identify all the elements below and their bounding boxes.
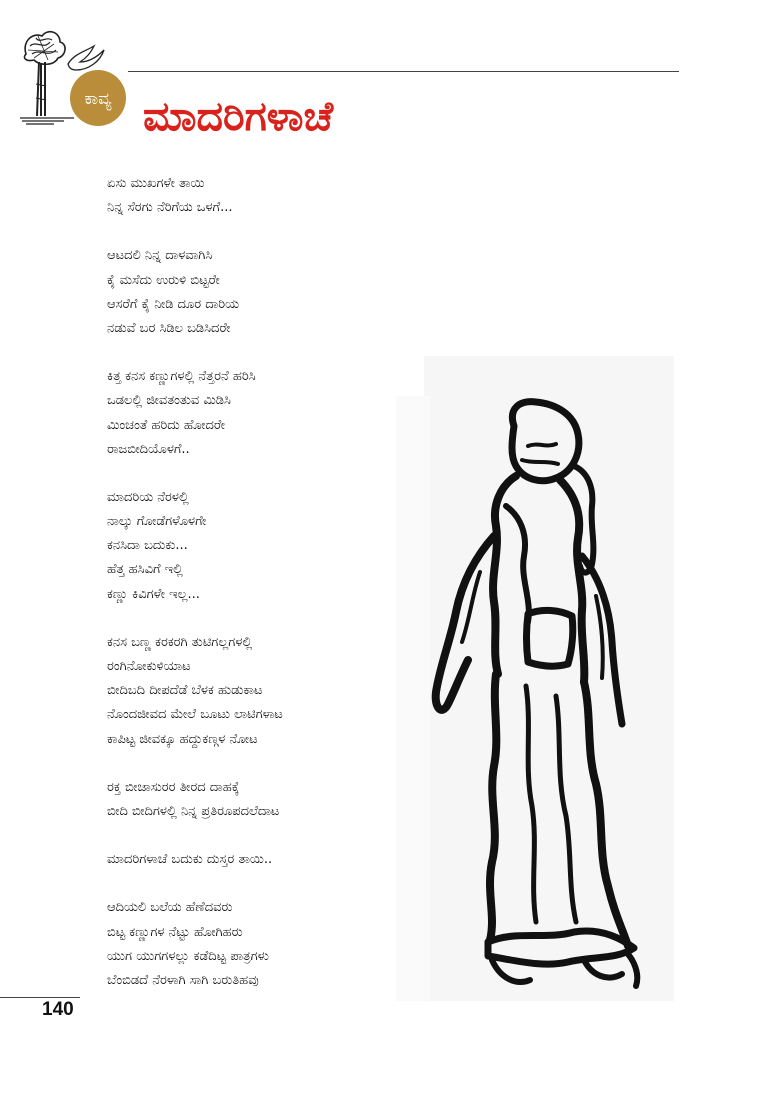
tree-and-bird-logo-icon	[14, 24, 126, 128]
logo-text: ಕಾವ್ಯ	[84, 89, 112, 109]
poem-body	[107, 172, 407, 1017]
walking-figure-illustration	[396, 356, 676, 1001]
stanza	[107, 172, 407, 220]
poem-line: ಕಿತ್ತ ಕನಸ ಕಣ್ಣುಗಳಲ್ಲಿ ನೆತ್ತರನೆ ಹರಿಸಿ	[107, 369, 256, 385]
stanza	[107, 776, 407, 824]
poem-line: ಹೆತ್ತ ಹಸಿವಿಗೆ ಇಲ್ಲಿ	[107, 562, 183, 578]
poem-line: ನಾಲ್ಕು ಗೋಡೆಗಳೊಳಗೇ	[107, 514, 207, 530]
magazine-logo	[14, 24, 126, 128]
poem-line: ಮಾದರಿಯ ನೆರಳಲ್ಲಿ	[107, 489, 189, 505]
poem-line: ರಂಗಿನೋಕುಳಿಯಾಟ	[107, 659, 191, 674]
header-rule	[128, 71, 679, 72]
poem-line: ಕೈ ಮಸೆದು ಉರುಳಿ ಬಿಟ್ಟರೇ	[107, 272, 220, 288]
stanza	[107, 486, 407, 607]
poem-title: ಮಾದರಿಗಳಾಚೆ	[143, 92, 334, 140]
poem-line: ಕಾಪಿಟ್ಟ ಜೀವಕ್ಕೂ ಹದ್ದುಕಣ್ಗಳ ನೋಟ	[107, 731, 258, 747]
poem-line: ರಾಜಬೀದಿಯೊಳಗೆ..	[107, 441, 190, 457]
poem-line: ಕನಸಿದಾ ಬದುಕು...	[107, 538, 188, 554]
stanza	[107, 631, 407, 752]
stanza	[107, 365, 407, 462]
stanza	[107, 848, 407, 872]
poem-line: ನೊಂದಜೀವದ ಮೇಲೆ ಬೂಟು ಲಾಟಿಗಳಾಟ	[107, 707, 283, 723]
poem-line: ಒಡಲಲ್ಲಿ ಜೀವತಂತುವ ಮಿಡಿಸಿ	[107, 393, 231, 409]
poem-line: ನಿನ್ನ ಸೆರಗು ನೆರಿಗೆಯ ಒಳಗೆ...	[107, 200, 233, 216]
poem-line: ಆಟದಲಿ ನಿನ್ನ ದಾಳವಾಗಿಸಿ	[107, 248, 213, 264]
poem-line: ಮಾದರಿಗಳಾಚೆ ಬದುಕು ದುಸ್ತರ ತಾಯಿ..	[107, 852, 273, 868]
stanza	[107, 896, 407, 993]
walking-figure-icon	[396, 356, 676, 1001]
poem-line: ಕನಸ ಬಣ್ಣ ಕರಕರಗಿ ತುಟಿಗಲ್ಲಗಳಲ್ಲಿ	[107, 634, 253, 650]
poem-line: ರಕ್ತ ಬೀಜಾಸುರರ ತೀರದ ದಾಹಕ್ಕೆ	[107, 779, 240, 795]
stanza	[107, 244, 407, 341]
page-number: 140	[42, 999, 74, 1020]
poem-line: ಆದಿಯಲಿ ಬಲೆಯ ಹೆಣೆದವರು	[107, 900, 233, 916]
poem-line: ಕಣ್ಣು ಕಿವಿಗಳೇ ಇಲ್ಲ...	[107, 586, 200, 602]
poem-line: ನಡುವೆ ಬರ ಸಿಡಿಲ ಬಡಿಸಿದರೇ	[107, 320, 231, 336]
poem-line: ಯುಗ ಯುಗಗಳಲ್ಲು ಕಡೆದಿಟ್ಟ ಪಾತ್ರಗಳು	[107, 948, 269, 964]
poem-line: ಮಿಂಚಂತೆ ಹರಿದು ಹೋದರೇ	[107, 417, 226, 433]
poem-line: ಬೀದಿ ಬೀದಿಗಳಲ್ಲಿ ನಿನ್ನ ಪ್ರತಿರೂಪದಲೆದಾಟ	[107, 803, 280, 819]
poem-line: ಏಸು ಮುಖಗಳೇ ತಾಯಿ	[107, 176, 205, 191]
poem-line: ಬಿಟ್ಟ ಕಣ್ಣುಗಳ ನೆಟ್ಟು ಹೋಗಿಹರು	[107, 924, 243, 940]
poem-line: ಬೀದಿಬದಿ ದೀಪದೆಡೆ ಬೆಳಕ ಹುಡುಕಾಟ	[107, 683, 263, 699]
poem-line: ಬೆಂಬಿಡದೆ ನೆರಳಾಗಿ ಸಾಗಿ ಬರುತಿಹವು	[107, 972, 259, 988]
poem-line: ಆಸರೆಗೆ ಕೈ ನೀಡಿ ದೂರ ದಾರಿಯ	[107, 296, 240, 312]
